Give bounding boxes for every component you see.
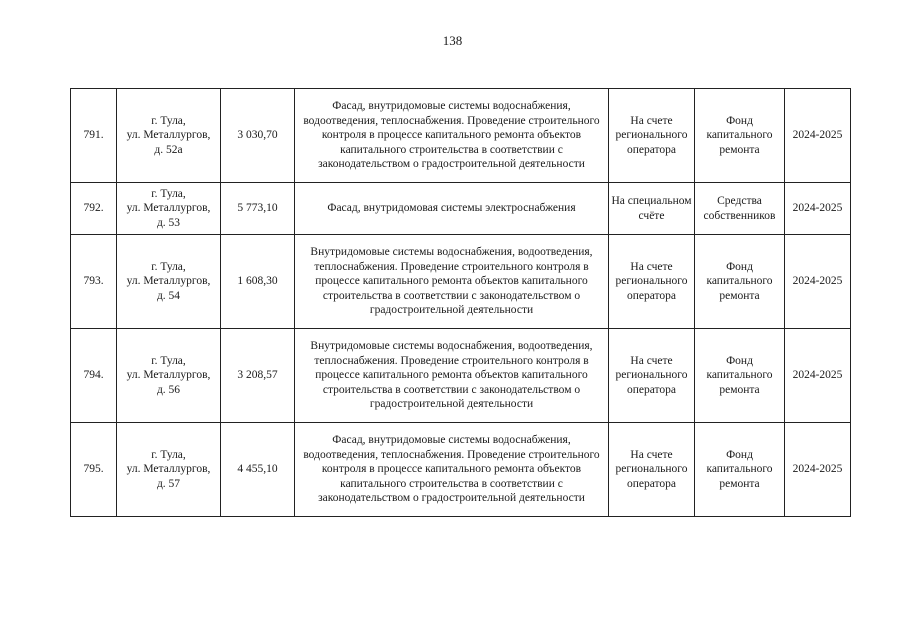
address-cell [117, 423, 221, 517]
table-row [71, 423, 851, 517]
works-cell: Фасад, внутридомовая системы электроснабжения [295, 183, 609, 235]
table-row [71, 183, 851, 235]
address-street: ул. Металлургов, [126, 463, 211, 476]
repair-registry-table [70, 88, 851, 517]
row-number: 793. [71, 235, 117, 329]
works-cell: Фасад, внутридомовые системы водоснабжения, водоотведения, теплоснабжения. Проведение строительного контроля в процессе капитального ремонта объектов капитального строительства в соответствии с законодательством о градостроительной деятельности [295, 89, 609, 183]
address-cell [117, 235, 221, 329]
address-cell [117, 183, 221, 235]
address-street: ул. Металлургов, [126, 275, 211, 288]
address-house: д. 52а [154, 143, 183, 156]
funding-cell: Фонд капитального ремонта [695, 89, 785, 183]
funding-cell: Фонд капитального ремонта [695, 423, 785, 517]
area-cell: 1 608,30 [221, 235, 295, 329]
account-cell: На специальном счёте [609, 183, 695, 235]
address-street: ул. Металлургов, [126, 202, 211, 215]
funding-cell: Средства собственников [695, 183, 785, 235]
works-cell: Фасад, внутридомовые системы водоснабжения, водоотведения, теплоснабжения. Проведение строительного контроля в процессе капитального ремонта объектов капитального строительства в соответствии с законодательством о градостроительной деятельности [295, 423, 609, 517]
area-cell: 3 030,70 [221, 89, 295, 183]
address-cell [117, 89, 221, 183]
area-cell: 4 455,10 [221, 423, 295, 517]
row-number: 791. [71, 89, 117, 183]
row-number: 792. [71, 183, 117, 235]
address-city: г. Тула, [151, 114, 186, 127]
table-row [71, 329, 851, 423]
address-house: д. 57 [156, 477, 181, 490]
funding-cell: Фонд капитального ремонта [695, 235, 785, 329]
area-cell: 3 208,57 [221, 329, 295, 423]
account-cell: На счете регионального оператора [609, 235, 695, 329]
row-number: 794. [71, 329, 117, 423]
period-cell: 2024-2025 [785, 89, 851, 183]
period-cell: 2024-2025 [785, 329, 851, 423]
row-number: 795. [71, 423, 117, 517]
address-street: ул. Металлургов, [126, 129, 211, 142]
address-house: д. 54 [156, 289, 181, 302]
address-city: г. Тула, [151, 354, 186, 367]
account-cell: На счете регионального оператора [609, 89, 695, 183]
area-cell: 5 773,10 [221, 183, 295, 235]
account-cell: На счете регионального оператора [609, 423, 695, 517]
period-cell: 2024-2025 [785, 423, 851, 517]
address-city: г. Тула, [151, 187, 186, 200]
period-cell: 2024-2025 [785, 183, 851, 235]
address-house: д. 53 [156, 216, 181, 229]
funding-cell: Фонд капитального ремонта [695, 329, 785, 423]
page-number: 138 [442, 33, 463, 48]
address-street: ул. Металлургов, [126, 369, 211, 382]
works-cell: Внутридомовые системы водоснабжения, водоотведения, теплоснабжения. Проведение строительного контроля в процессе капитального ремонта объектов капитального строительства в соответствии с законодательством о градостроительной деятельности [295, 329, 609, 423]
period-cell: 2024-2025 [785, 235, 851, 329]
address-cell [117, 329, 221, 423]
address-city: г. Тула, [151, 260, 186, 273]
table-row [71, 235, 851, 329]
address-city: г. Тула, [151, 448, 186, 461]
address-house: д. 56 [156, 383, 181, 396]
works-cell: Внутридомовые системы водоснабжения, водоотведения, теплоснабжения. Проведение строительного контроля в процессе капитального ремонта объектов капитального строительства в соответствии с законодательством о градостроительной деятельности [295, 235, 609, 329]
account-cell: На счете регионального оператора [609, 329, 695, 423]
table-row [71, 89, 851, 183]
